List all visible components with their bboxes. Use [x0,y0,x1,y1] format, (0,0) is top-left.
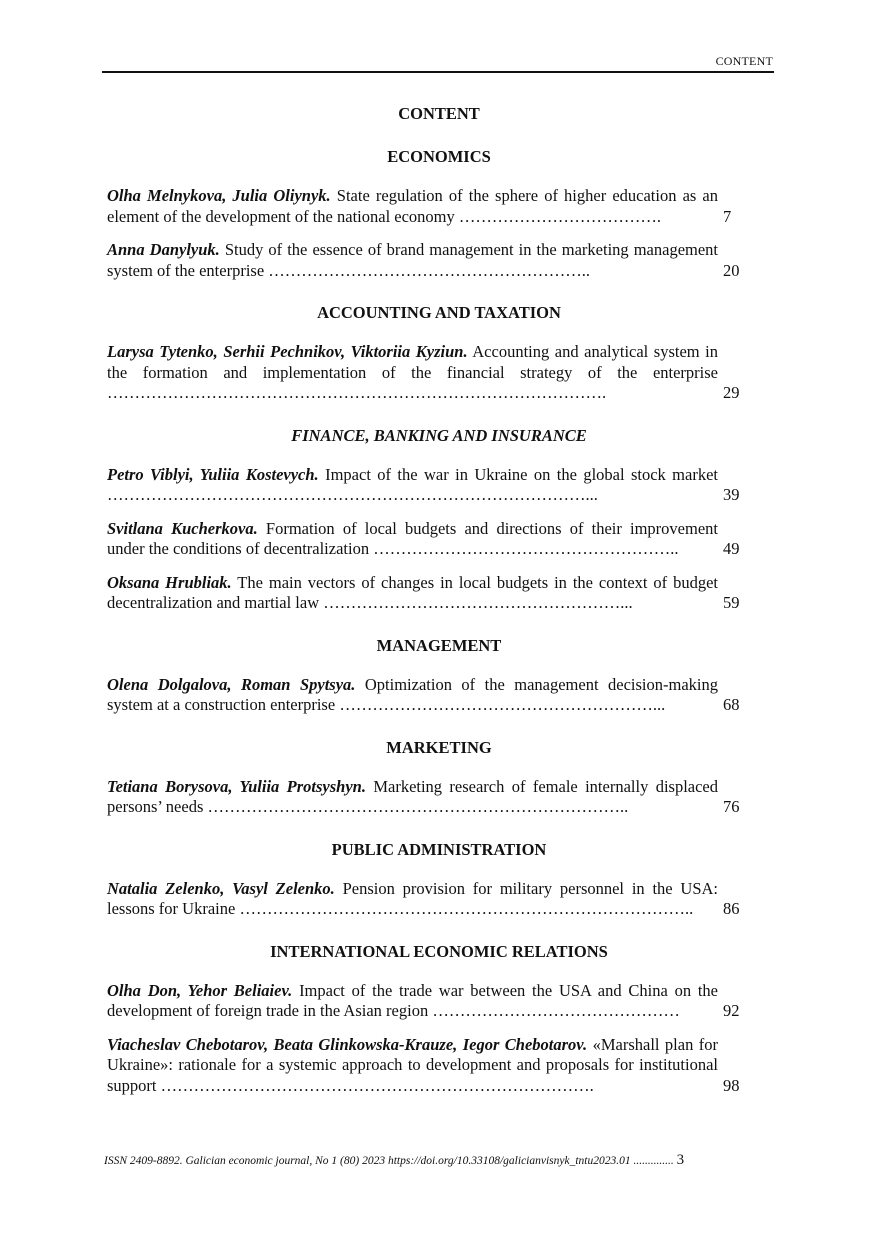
page-title: CONTENT [398,104,480,123]
entry-authors: Anna Danylyuk. [107,240,220,259]
toc-entry[interactable] [107,342,740,404]
toc-section [107,426,763,614]
entry-leader-dots: ………………………………………………….. [268,260,591,280]
entry-title: Marketing research of female internally displaced persons’ needs [107,776,719,816]
entry-page-number: 29 [723,383,740,402]
section-heading: ACCOUNTING AND TAXATION [317,303,561,322]
toc-entry[interactable] [107,1034,740,1097]
entry-leader-dots: ……………………………………………….. [373,539,679,558]
entry-page-number: 20 [723,260,740,280]
entry-authors: Svitlana Kucherkova. [107,518,258,538]
toc-entry[interactable] [107,980,740,1022]
toc-section [107,942,763,1097]
entry-page-number: 76 [723,797,740,816]
toc-entry[interactable] [107,572,740,614]
entry-title: State regulation of the sphere of higher education as an element of the development of the national economy [107,186,718,226]
section-heading: INTERNATIONAL ECONOMIC RELATIONS [270,941,608,961]
entry-title: Impact of the war in Ukraine on the global stock market [325,464,718,484]
entry-authors: Larysa Tytenko, Serhii Pechnikov, Viktoriia Kyziun. [107,342,468,361]
entry-page-number: 49 [723,539,740,558]
section-heading: MANAGEMENT [376,635,502,655]
entry-leader-dots: ……………………………………… [432,1001,680,1020]
toc-section [107,303,763,404]
entry-leader-dots: ………………………………………………………………….. [207,797,629,816]
footer-citation: ISSN 2409-8892. Galician economic journal, No 1 (80) 2023 https://doi.org/10.33108/galicianvisnyk_tntu2023.01 .............. [104,1155,674,1167]
toc-sections [107,147,763,1096]
toc-section [107,636,763,716]
entry-title: Study of the essence of brand management in the marketing management system of the enterprise [107,240,719,280]
section-heading: MARKETING [386,737,492,757]
entry-authors: Petro Viblyi, Yuliia Kostevych. [107,464,319,484]
toc-entry[interactable] [107,776,740,818]
entry-page-number: 7 [723,206,732,226]
entry-page-number: 59 [723,593,740,612]
entry-page-number: 86 [723,899,740,918]
entry-leader-dots: ………………………………………………………………………………. [107,383,607,402]
toc-entry[interactable] [107,186,732,227]
entry-leader-dots: …………………………………………………... [339,695,666,714]
entry-page-number: 39 [723,485,740,504]
entry-title: Impact of the trade war between the USA and China on the development of foreign trade in the Asian region [107,980,718,1020]
entry-title: Accounting and analytical system in the formation and implementation of the financial strategy of the enterprise [107,342,718,382]
entry-leader-dots: ………………………………………………... [323,593,633,612]
section-heading: PUBLIC ADMINISTRATION [331,839,547,859]
entry-page-number: 92 [723,1001,740,1020]
entry-authors: Olha Don, Yehor Beliaiev. [107,980,293,1000]
toc-section [107,147,763,281]
header-rule [102,71,774,73]
running-header: CONTENT [715,54,773,68]
entry-title: The main vectors of changes in local budgets in the context of budget decentralization and martial law [107,572,718,612]
footer-page-number: 3 [676,1152,685,1168]
section-heading: FINANCE, BANKING AND INSURANCE [291,425,587,445]
page-footer [104,1152,776,1169]
toc-entry[interactable] [107,878,740,920]
entry-page-number: 98 [723,1075,740,1095]
entry-leader-dots: ………………………………. [458,206,662,226]
entry-leader-dots: ……………………………………………………………………. [160,1075,594,1095]
entry-leader-dots: ……………………………………………………………………………... [107,485,598,504]
toc-entry[interactable] [107,674,740,716]
toc-section [107,738,763,818]
entry-title: Optimization of the management decision-making system at a construction enterprise [107,674,718,714]
toc-entry[interactable] [107,464,740,506]
entry-authors: Natalia Zelenko, Vasyl Zelenko. [107,878,335,898]
section-heading: ECONOMICS [387,147,491,166]
entry-authors: Olha Melnykova, Julia Oliynyk. [107,186,331,205]
table-of-contents [107,104,763,1118]
entry-title: Formation of local budgets and directions of their improvement under the conditions of decentralization [107,518,718,558]
entry-authors: Olena Dolgalova, Roman Spytsya. [107,674,356,694]
entry-authors: Oksana Hrubliak. [107,572,232,592]
toc-section [107,840,763,920]
toc-entry[interactable] [107,518,740,560]
entry-leader-dots: ……………………………………………………………………….. [239,899,694,918]
entry-page-number: 68 [723,695,740,714]
entry-title: «Marshall plan for Ukraine»: rationale for a systemic approach to development and proposals for institutional support [107,1034,718,1095]
entry-authors: Viacheslav Chebotarov, Beata Glinkowska-Krauze, Iegor Chebotarov. [107,1034,588,1054]
entry-title: Pension provision for military personnel in the USA: lessons for Ukraine [107,878,718,918]
toc-entry[interactable] [107,240,740,281]
entry-authors: Tetiana Borysova, Yuliia Protsyshyn. [107,776,366,796]
